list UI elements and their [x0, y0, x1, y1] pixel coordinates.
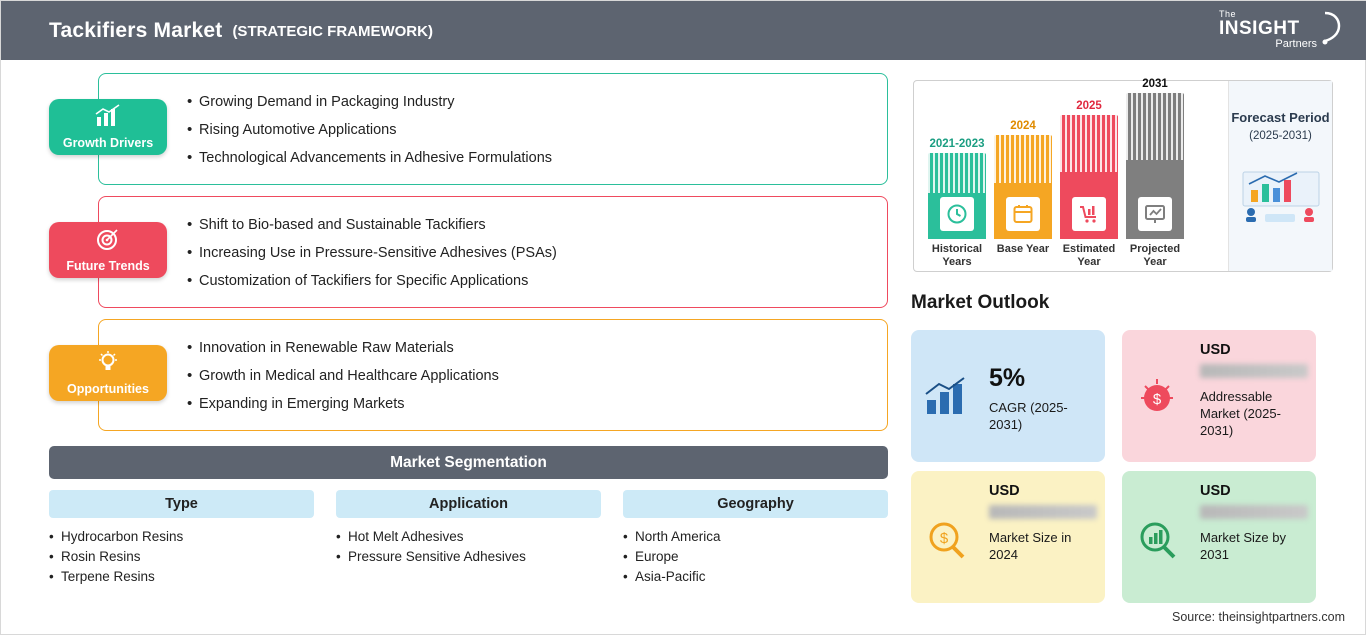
right-column — [901, 60, 1366, 635]
outlook-card-market-size-2031 — [1122, 471, 1316, 603]
segmentation-column-application — [336, 490, 601, 567]
forecast-period-title: Forecast Period — [1231, 110, 1330, 125]
bar-shape — [1060, 115, 1118, 239]
tag-label: Growth Drivers — [62, 136, 154, 150]
column-header: Type — [49, 490, 314, 518]
bar-shape — [928, 153, 986, 239]
logo-line-partners: Partners — [1275, 38, 1317, 50]
tag-label: Opportunities — [67, 382, 149, 396]
opportunities-list — [187, 334, 887, 418]
tag-future-trends — [49, 222, 167, 278]
list-item: • North America — [623, 527, 888, 547]
card-label: Market Size in 2024 — [989, 530, 1072, 562]
bar-chart-growth-icon — [94, 104, 122, 133]
growth-drivers-list — [187, 88, 887, 172]
tag-growth-drivers — [49, 99, 167, 155]
analytics-people-icon — [1229, 164, 1332, 227]
tag-label: Future Trends — [66, 259, 150, 273]
bar-year-label: 2021-2023 — [929, 138, 985, 150]
future-trends-list — [187, 211, 887, 295]
source-text: Source: theinsightpartners.com — [1171, 610, 1345, 624]
list-item: • Growing Demand in Packaging Industry — [187, 88, 887, 116]
presentation-icon — [1138, 197, 1172, 231]
masked-value — [1200, 364, 1308, 378]
bar-caption: Estimated Year — [1062, 243, 1116, 268]
bar-chart-icon — [923, 376, 973, 426]
bar-year-label: 2031 — [1142, 78, 1168, 90]
list-item: • Customization of Tackifiers for Specific Applications — [187, 267, 887, 295]
cagr-value: 5% — [989, 364, 1026, 392]
forecast-period-box — [913, 80, 1333, 272]
segmentation-list — [336, 527, 601, 567]
list-item: • Hydrocarbon Resins — [49, 527, 314, 547]
list-item: • Increasing Use in Pressure-Sensitive Adhesives (PSAs) — [187, 239, 887, 267]
insight-partners-logo — [1215, 9, 1343, 53]
magnifier-chart-icon — [1134, 517, 1184, 567]
list-item: • Technological Advancements in Adhesive Formulations — [187, 144, 887, 172]
card-label: Market Size by 2031 — [1200, 530, 1286, 562]
forecast-bar-estimated — [1060, 100, 1118, 268]
list-item: • Rising Automotive Applications — [187, 116, 887, 144]
forecast-period-range: (2025-2031) — [1249, 130, 1312, 142]
forecast-bar-projected — [1126, 78, 1184, 268]
magnifier-dollar-icon — [923, 517, 973, 567]
list-item: • Rosin Resins — [49, 547, 314, 567]
svg-text:$: $ — [939, 530, 949, 547]
left-column — [1, 60, 901, 635]
bar-caption: Base Year — [996, 243, 1050, 255]
forecast-period-panel — [1228, 81, 1332, 271]
currency-label: USD — [989, 483, 1020, 499]
chart-cart-icon — [1072, 197, 1106, 231]
masked-value — [989, 505, 1097, 519]
segmentation-column-type — [49, 490, 314, 587]
bar-shape — [1126, 93, 1184, 239]
cagr-label: CAGR (2025-2031) — [989, 400, 1068, 432]
bulb-dollar-icon — [1134, 376, 1184, 426]
segmentation-list — [623, 527, 888, 587]
forecast-bar-historical — [928, 138, 986, 268]
page-title: Tackifiers Market — [49, 18, 223, 42]
lightbulb-idea-icon — [96, 350, 120, 379]
tag-opportunities — [49, 345, 167, 401]
currency-label: USD — [1200, 342, 1231, 358]
list-item: • Pressure Sensitive Adhesives — [336, 547, 601, 567]
segmentation-list — [49, 527, 314, 587]
segmentation-column-geography — [623, 490, 888, 587]
bar-year-label: 2024 — [1010, 120, 1036, 132]
list-item: • Shift to Bio-based and Sustainable Tackifiers — [187, 211, 887, 239]
bar-caption: Projected Year — [1129, 243, 1181, 268]
bar-shape — [994, 135, 1052, 239]
page-header — [1, 1, 1366, 60]
list-item: • Europe — [623, 547, 888, 567]
list-item: • Terpene Resins — [49, 567, 314, 587]
svg-text:$: $ — [1152, 391, 1162, 408]
logo-line-insight: INSIGHT — [1219, 18, 1300, 39]
panel-opportunities — [98, 319, 888, 431]
panel-growth-drivers — [98, 73, 888, 185]
logo-mark-icon — [1311, 11, 1341, 45]
list-item: • Expanding in Emerging Markets — [187, 390, 887, 418]
outlook-card-addressable-market — [1122, 330, 1316, 462]
forecast-bar-base — [994, 120, 1052, 255]
list-item: • Innovation in Renewable Raw Materials — [187, 334, 887, 362]
calendar-icon — [1006, 197, 1040, 231]
list-item: • Asia-Pacific — [623, 567, 888, 587]
bar-year-label: 2025 — [1076, 100, 1102, 112]
currency-label: USD — [1200, 483, 1231, 499]
masked-value — [1200, 505, 1308, 519]
page-subtitle: (STRATEGIC FRAMEWORK) — [232, 23, 433, 40]
list-item: • Hot Melt Adhesives — [336, 527, 601, 547]
market-outlook-title: Market Outlook — [911, 292, 1050, 313]
panel-future-trends — [98, 196, 888, 308]
outlook-card-market-size-2024 — [911, 471, 1105, 603]
logo-line-the: The — [1219, 9, 1237, 19]
column-header: Application — [336, 490, 601, 518]
list-item: • Growth in Medical and Healthcare Applications — [187, 362, 887, 390]
column-header: Geography — [623, 490, 888, 518]
market-segmentation-title: Market Segmentation — [49, 446, 888, 479]
bar-caption: Historical Years — [931, 243, 983, 268]
card-label: Addressable Market (2025-2031) — [1200, 389, 1281, 438]
history-clock-icon — [940, 197, 974, 231]
forecast-bars — [924, 78, 1194, 269]
outlook-card-cagr — [911, 330, 1105, 462]
target-dart-icon — [95, 227, 121, 256]
